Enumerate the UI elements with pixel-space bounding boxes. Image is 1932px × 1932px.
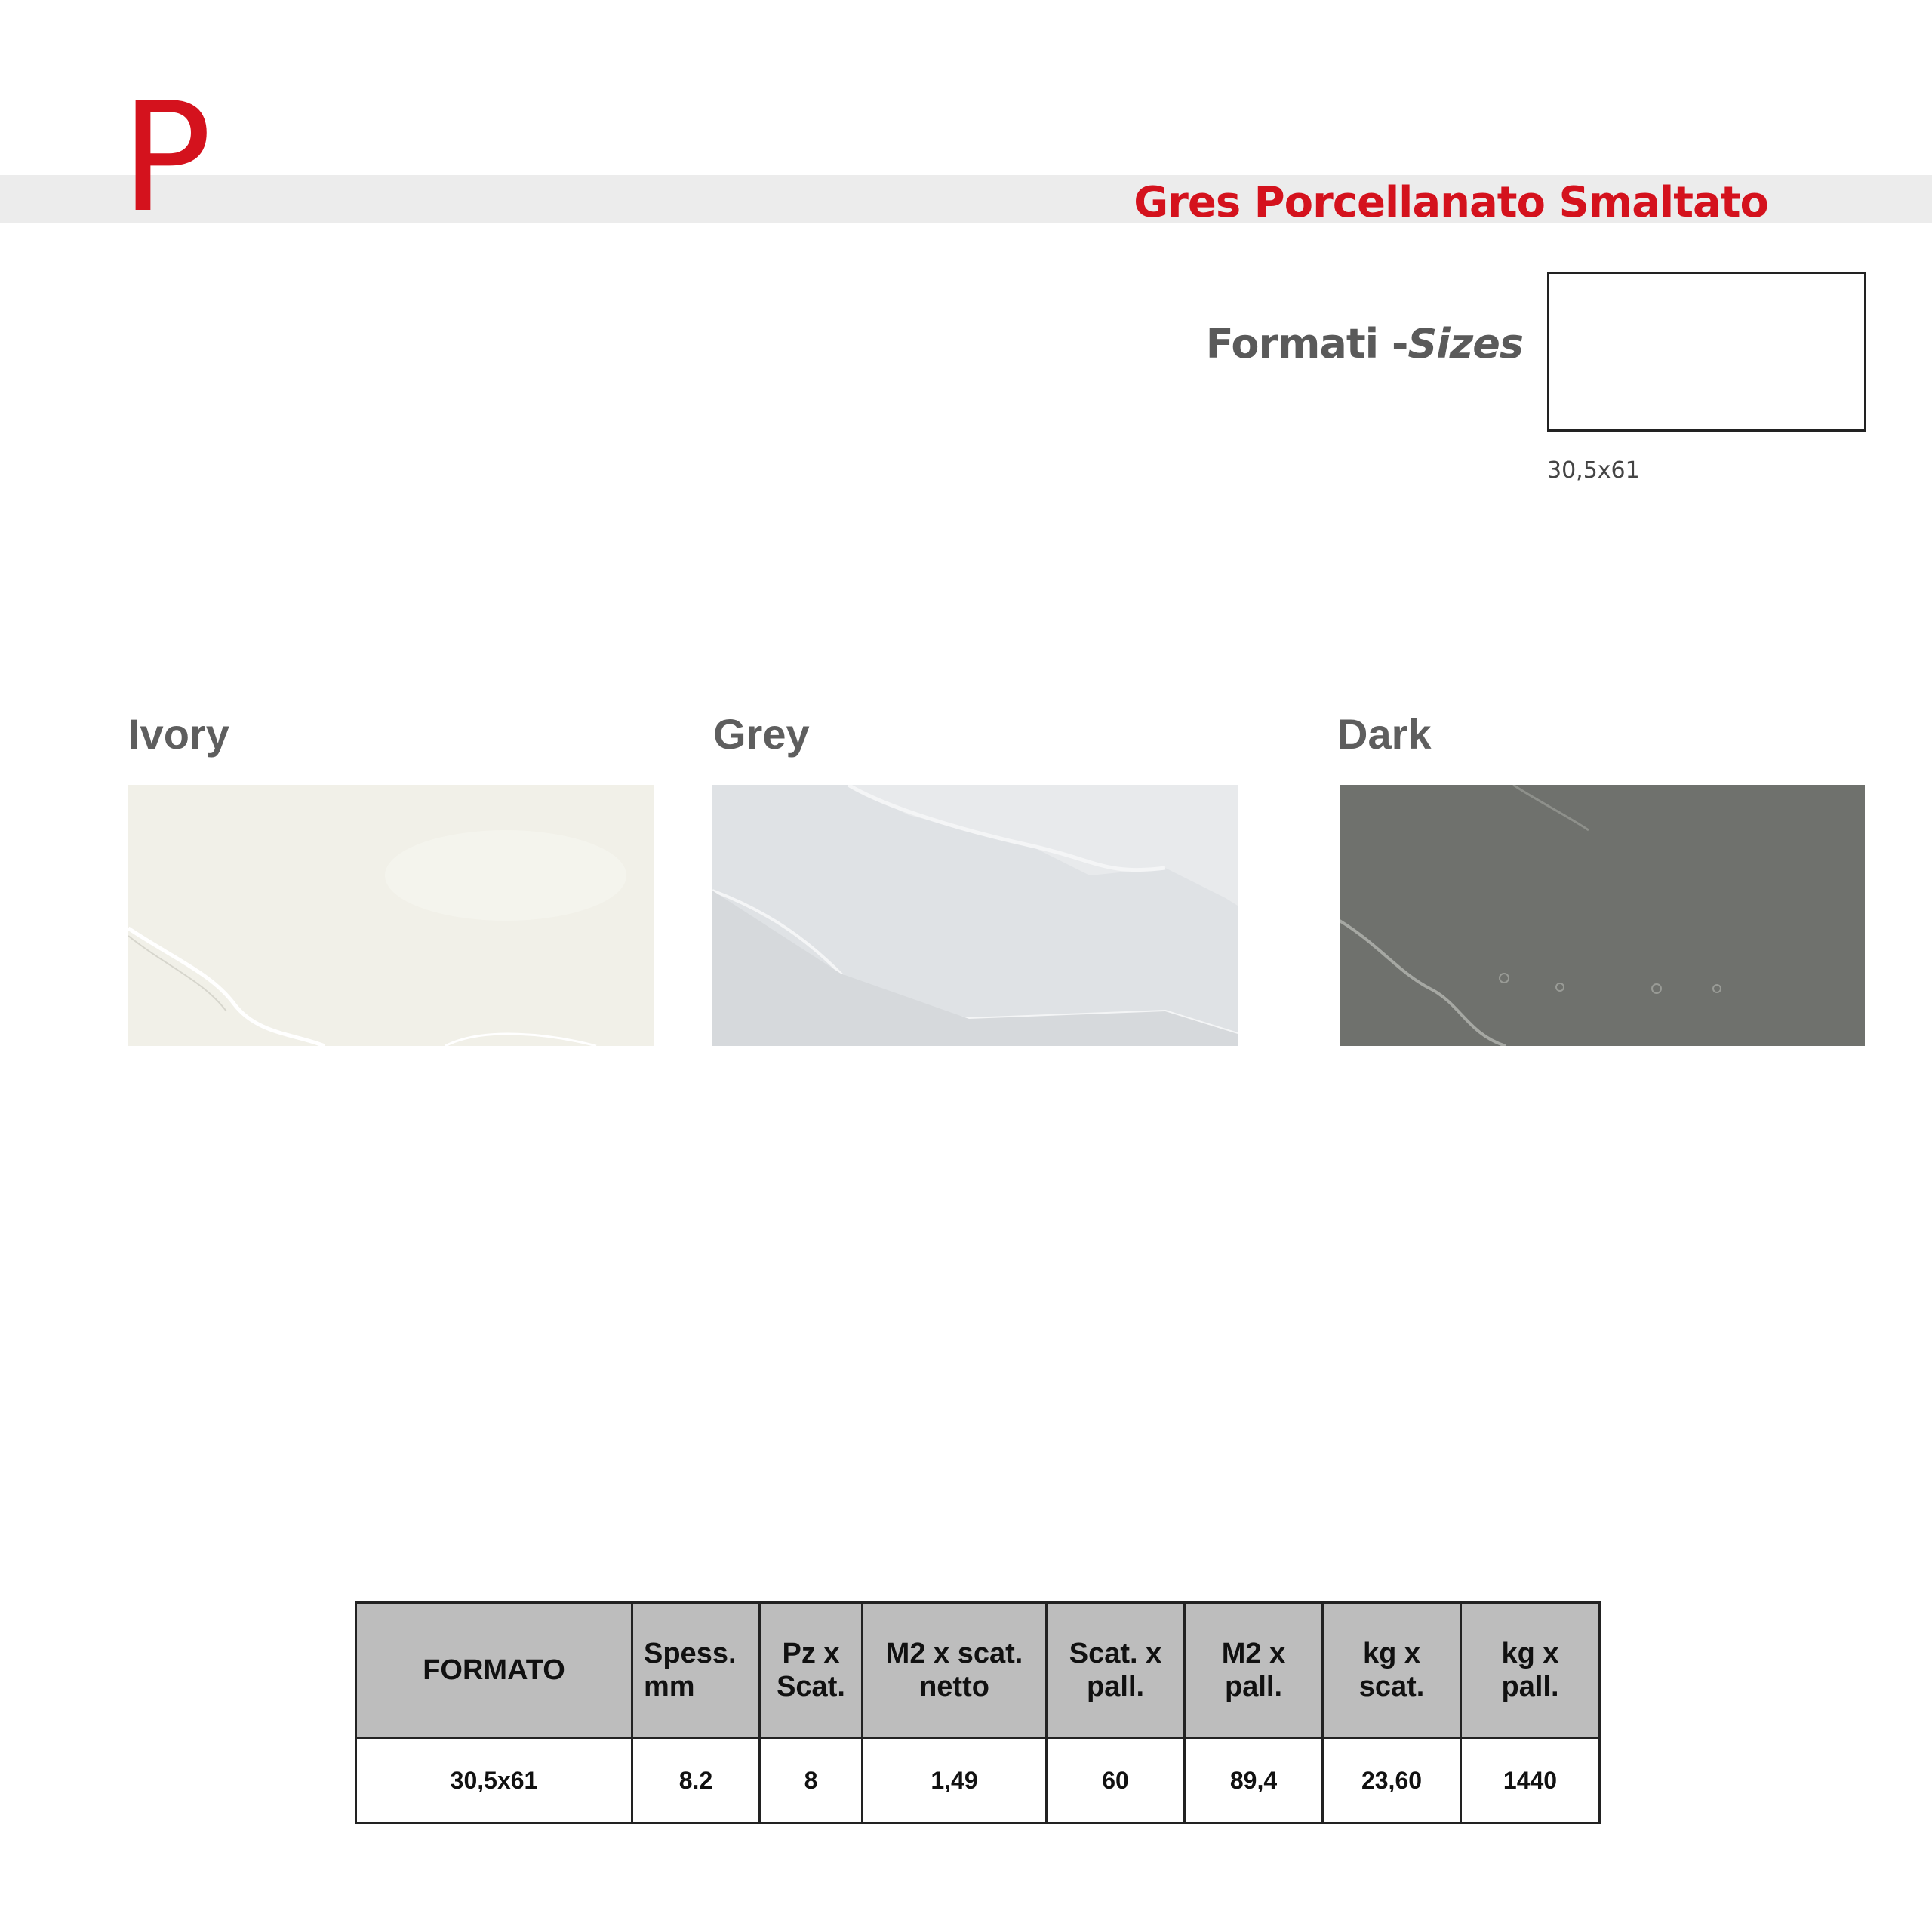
sizes-heading-italic: Sizes — [1407, 320, 1523, 368]
swatch-grey — [712, 785, 1238, 1046]
spec-cell: 89,4 — [1185, 1738, 1323, 1823]
swatch-dark — [1340, 785, 1865, 1046]
spec-header-cell: kg x pall. — [1461, 1603, 1600, 1738]
spec-cell: 8 — [760, 1738, 863, 1823]
spec-header-cell: Spess. mm — [632, 1603, 760, 1738]
spec-cell: 8.2 — [632, 1738, 760, 1823]
spec-header-cell: kg x scat. — [1323, 1603, 1461, 1738]
sizes-heading-label: Formati - — [1205, 320, 1408, 368]
spec-header-cell: Pz x Scat. — [760, 1603, 863, 1738]
spec-header-cell: M2 x pall. — [1185, 1603, 1323, 1738]
spec-cell: 30,5x61 — [356, 1738, 632, 1823]
spec-header-cell: Scat. x pall. — [1047, 1603, 1185, 1738]
size-format-label: 30,5x61 — [1547, 457, 1640, 484]
spec-cell: 60 — [1047, 1738, 1185, 1823]
spec-table — [355, 1601, 1601, 1824]
spec-header-cell: M2 x scat. netto — [863, 1603, 1047, 1738]
color-name-dark: Dark — [1337, 710, 1432, 758]
color-name-ivory: Ivory — [128, 710, 229, 758]
collection-title: Gres Porcellanato Smaltato — [1134, 178, 1768, 227]
brand-logo-letter: P — [121, 70, 212, 246]
spec-cell: 1,49 — [863, 1738, 1047, 1823]
swatch-ivory — [128, 785, 654, 1046]
sizes-heading — [1206, 320, 1523, 368]
spec-table-row — [356, 1738, 1600, 1823]
size-format-outline — [1547, 272, 1866, 432]
color-name-grey: Grey — [713, 710, 810, 758]
spec-table-header-row — [356, 1603, 1600, 1738]
spec-cell: 1440 — [1461, 1738, 1600, 1823]
spec-cell: 23,60 — [1323, 1738, 1461, 1823]
spec-header-cell: FORMATO — [356, 1603, 632, 1738]
